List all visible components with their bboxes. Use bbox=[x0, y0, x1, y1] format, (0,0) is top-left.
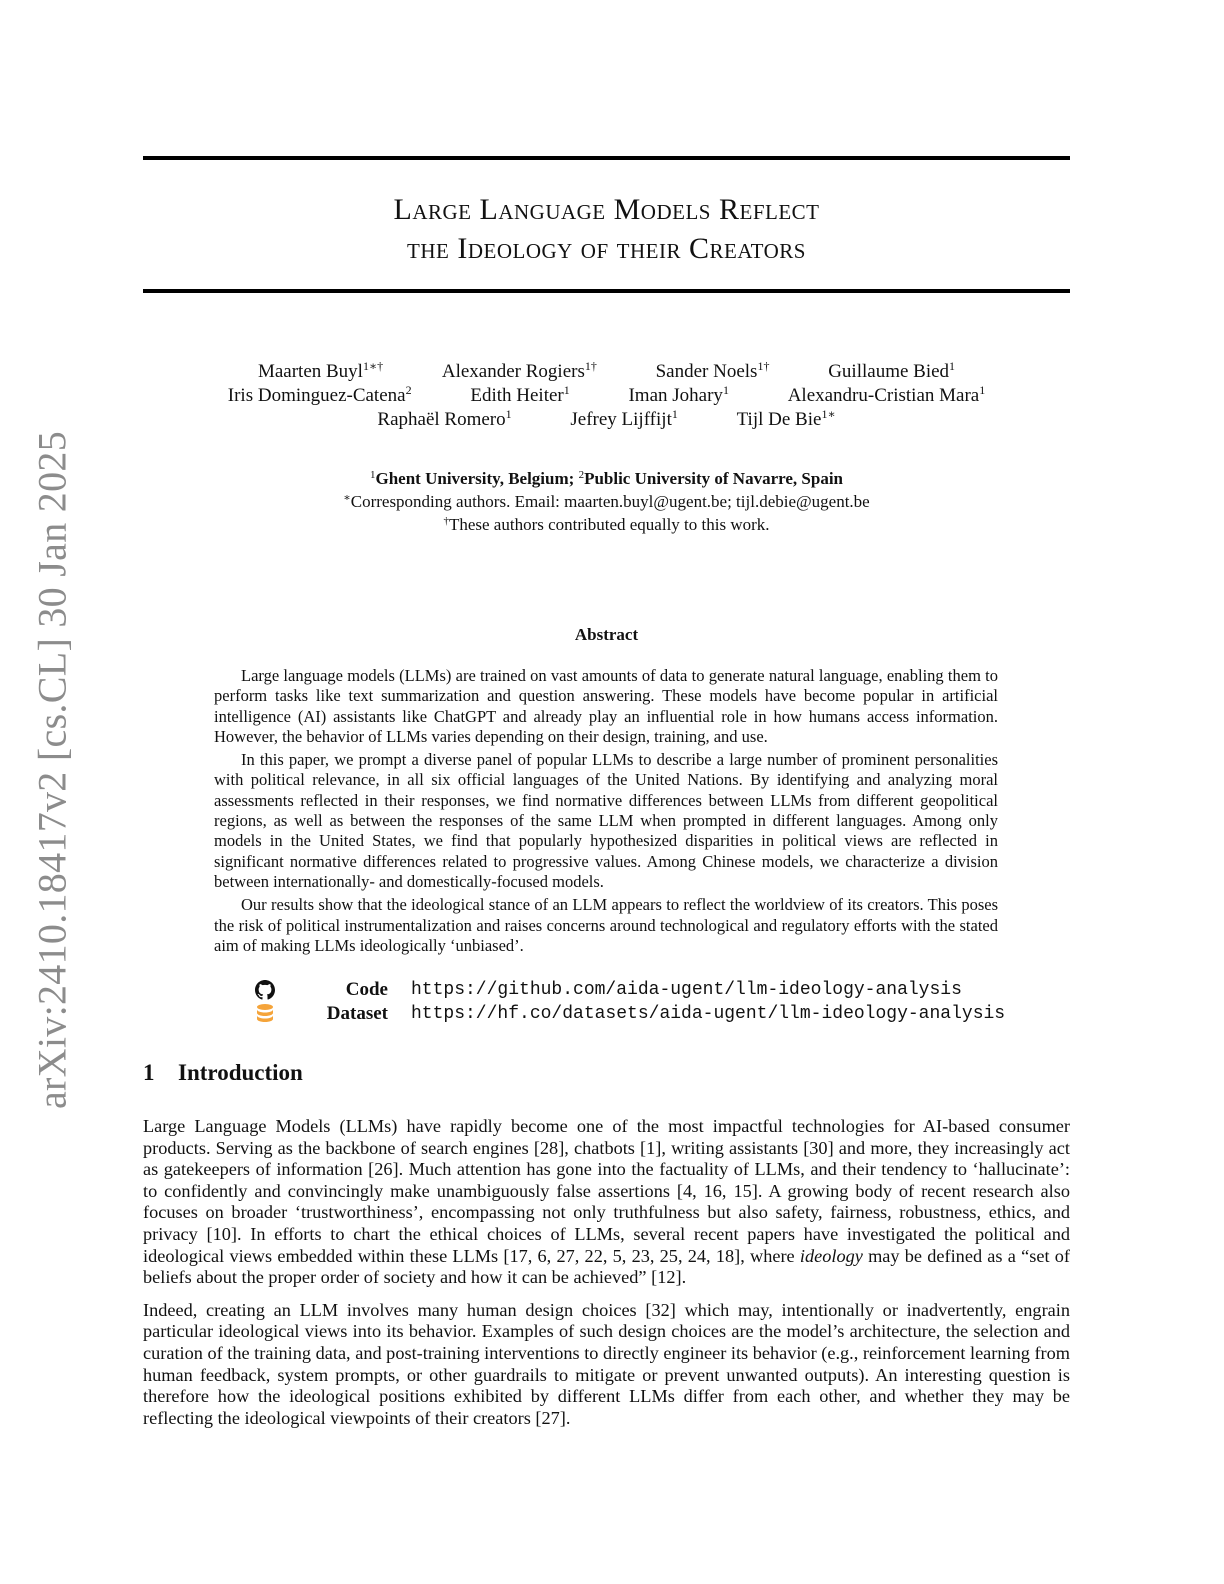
author: Guillaume Bied$^1$ bbox=[828, 359, 956, 382]
author: Raphaël Romero$^1$ bbox=[377, 407, 512, 430]
corresponding-authors-note: ∗Corresponding authors. Email: maarten.buyl@ugent.be; tijl.debie@ugent.be bbox=[343, 492, 870, 511]
section-title: Introduction bbox=[178, 1060, 303, 1085]
code-link-row bbox=[252, 978, 1005, 1002]
database-icon bbox=[252, 1003, 278, 1025]
author: Jefrey Lijffijt$^1$ bbox=[570, 407, 678, 430]
affiliations bbox=[143, 467, 1070, 536]
equal-contribution-note: †These authors contributed equally to this work. bbox=[443, 515, 770, 534]
body-paragraph: Large Language Models (LLMs) have rapidly become one of the most impactful technologies for AI-based consumer products. Serving as the backbone of search engines [28], chatbots [1], writing assistants [30] and more, they increasingly act as gatekeepers of information [26]. Much attention has gone into the factuality of LLMs, and their tendency to ‘hallucinate’: to confidently and convincingly make unambiguously false assertions [4, 16, 15]. A growing body of recent research also focuses on broader ‘trustworthiness’, encompassing not only truthfulness but also safety, fairness, robustness, ethics, and privacy [10]. In efforts to chart the ethical choices of LLMs, several recent papers have investigated the political and ideological views embedded within these LLMs [17, 6, 27, 22, 5, 23, 25, 24, 18], where ideology may be defined as a “set of beliefs about the proper order of society and how it can be achieved” [12]. bbox=[143, 1116, 1070, 1288]
body-paragraph: Indeed, creating an LLM involves many human design choices [32] which may, intentionally or inadvertently, engrain particular ideological views into its behavior. Examples of such design choices are the model’s architecture, the selection and curation of the training data, and post-training interventions to directly engineer its behavior (e.g., reinforcement learning from human feedback, system prompts, or other guardrails to mitigate or prevent unwanted outputs). An interesting question is therefore how the ideological positions exhibited by different LLMs differ from each other, and whether they may be reflecting the ideological viewpoints of their creators [27]. bbox=[143, 1299, 1070, 1428]
abstract-paragraph: In this paper, we prompt a diverse panel of popular LLMs to describe a large number of prominent personalities with political relevance, in all six official languages of the United Nations. By identifying and analyzing moral assessments reflected in their responses, we find normative differences between LLMs from different geopolitical regions, as well as between the responses of the same LLM when prompted in different languages. Among only models in the United States, we find that popularly hypothesized disparities in political views are reflected in significant normative differences related to progressive values. Among Chinese models, we characterize a division between internationally- and domestically-focused models. bbox=[214, 750, 998, 891]
abstract-paragraph: Our results show that the ideological stance of an LLM appears to reflect the worldview of its creators. This poses the risk of political instrumentalization and raises concerns around technological and regulatory efforts with the stated aim of making LLMs ideologically ‘unbiased’. bbox=[214, 895, 998, 955]
arxiv-identifier: arXiv:2410.18417v2 [cs.CL] 30 Jan 2025 bbox=[29, 431, 75, 1109]
author-row bbox=[143, 360, 1070, 384]
author: Tijl De Bie$^{1∗}$ bbox=[736, 407, 836, 430]
author-list bbox=[143, 360, 1070, 432]
code-url-link[interactable]: https://github.com/aida-ugent/llm-ideology-analysis bbox=[411, 980, 962, 1000]
affiliation-line: $^1$Ghent University, Belgium; $^2$Public University of Navarre, Spain bbox=[370, 469, 843, 488]
resource-links bbox=[252, 978, 1005, 1026]
title-line-2: the Ideology of their Creators bbox=[407, 232, 806, 265]
dataset-link-row bbox=[252, 1002, 1005, 1026]
title-bottom-rule bbox=[143, 289, 1070, 293]
author: Alexander Rogiers$^{1\dagger}$ bbox=[441, 359, 597, 382]
author-row bbox=[143, 408, 1070, 432]
author: Iris Dominguez-Catena$^2$ bbox=[227, 383, 412, 406]
author: Alexandru-Cristian Mara$^1$ bbox=[787, 383, 986, 406]
author: Edith Heiter$^1$ bbox=[470, 383, 570, 406]
author: Sander Noels$^{1\dagger}$ bbox=[655, 359, 770, 382]
dataset-url-link[interactable]: https://hf.co/datasets/aida-ugent/llm-ideology-analysis bbox=[411, 1004, 1006, 1024]
abstract-paragraph: Large language models (LLMs) are trained on vast amounts of data to generate natural language, enabling them to perform tasks like text summarization and question answering. These models have become popular in artificial intelligence (AI) assistants like ChatGPT and already play an influential role in how humans access information. However, the behavior of LLMs varies depending on their design, training, and use. bbox=[214, 666, 998, 746]
author-row bbox=[143, 384, 1070, 408]
github-icon bbox=[252, 979, 278, 1001]
abstract-body bbox=[214, 666, 998, 959]
section-heading-introduction bbox=[143, 1060, 303, 1086]
author: Maarten Buyl$^{1∗\dagger}$ bbox=[257, 359, 384, 382]
dataset-label: Dataset bbox=[326, 1003, 388, 1024]
title-top-rule bbox=[143, 156, 1070, 160]
author: Iman Johary$^1$ bbox=[628, 383, 729, 406]
code-label: Code bbox=[345, 979, 388, 1000]
section-number: 1 bbox=[143, 1060, 155, 1085]
introduction-body bbox=[143, 1116, 1070, 1440]
title-line-1: Large Language Models Reflect bbox=[393, 193, 820, 226]
emphasized-term: ideology bbox=[799, 1245, 863, 1266]
paper-title bbox=[143, 190, 1070, 268]
abstract-heading: Abstract bbox=[574, 625, 639, 644]
